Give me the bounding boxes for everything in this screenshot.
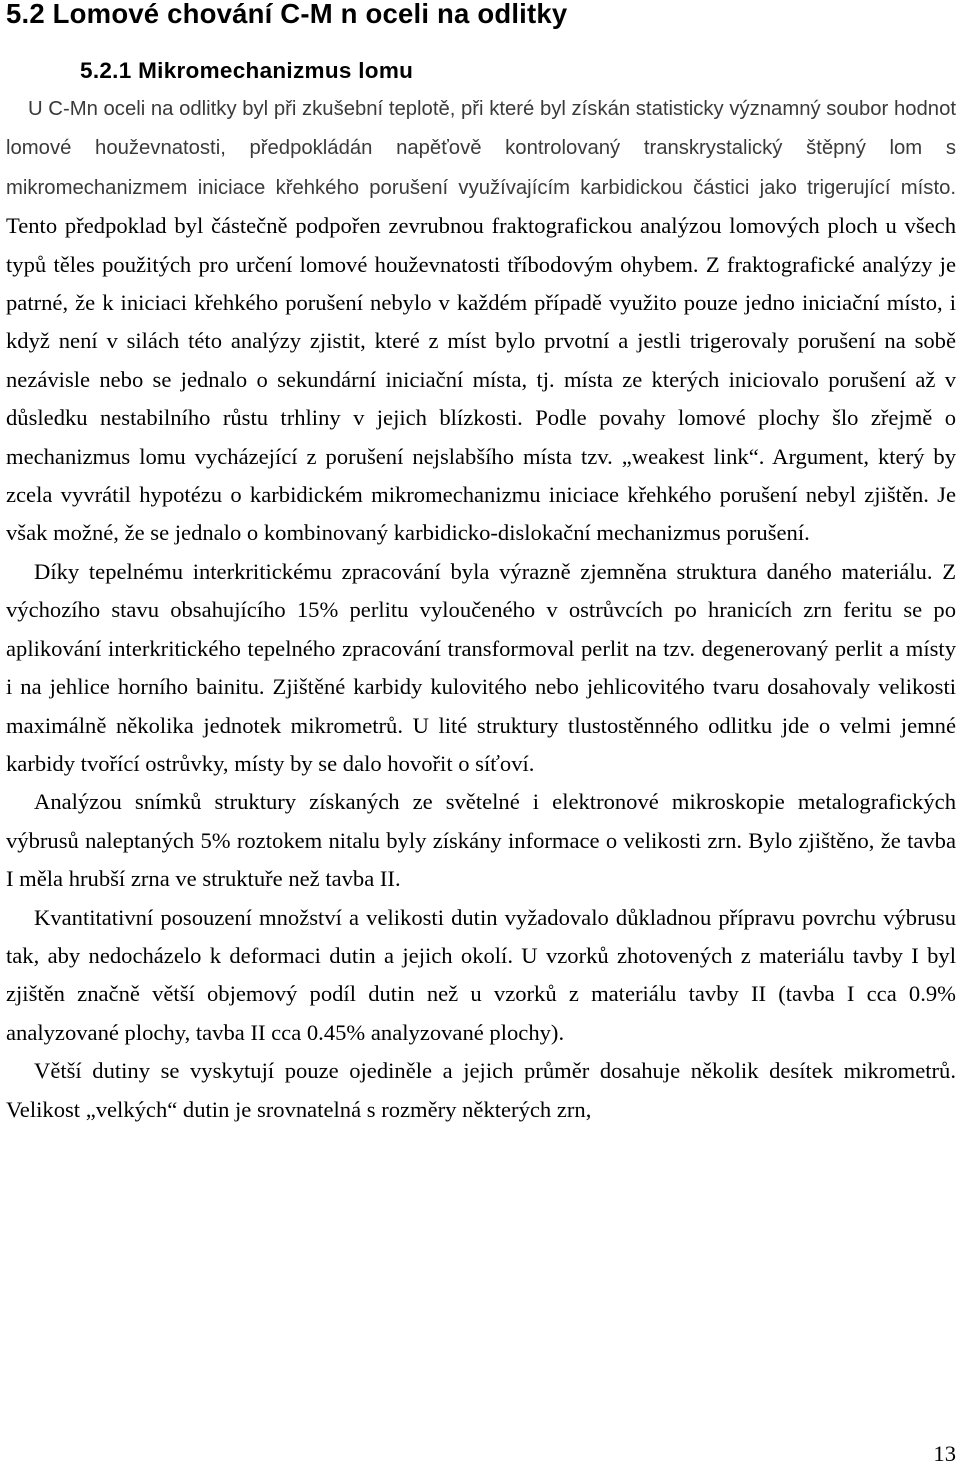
paragraph-1-text-cont: Z fraktografické analýzy je patrné, že k iniciaci křehkého porušení nebylo v každém případě využito pouze jedno iniciační místo, i když není v silách této analýzy zjistit, které z míst bylo prvotní a jestli trigerovaly porušení na sobě nezávisle nebo se jednalo o sekundární iniciační místa, tj. místa ze kterých iniciovalo porušení až v důsledku nestabilního růstu trhliny v jejich blízkosti. Podle povahy lomové plochy šlo zřejmě o mechanizmus lomu vycházející z porušení nejslabšího místa tzv. „weakest link“. Argument, který by zcela vyvrátil hypotézu o karbidickém mikromechanizmu iniciace křehkého porušení nebyl zjištěn. Je však možné, že se jednalo o kombinovaný karbidicko-dislokační mechanizmus porušení. <box>6 251 956 546</box>
paragraph-2: Díky tepelnému interkritickému zpracování byla výrazně zjemněna struktura daného materiálu. Z výchozího stavu obsahujícího 15% perlitu vyloučeného v ostrůvcích po hranicích zrn feritu se po aplikování interkritického tepelného zpracování transformoval perlit na tzv. degenerovaný perlit a místy i na jehlice horního bainitu. Zjištěné karbidy kulovitého nebo jehlicovitého tvaru dosahovaly velikosti maximálně několika jednotek mikrometrů. U lité struktury tlustostěnného odlitku jde o velmi jemné karbidy tvořící ostrůvky, místy by se dalo hovořit o síťoví. <box>6 558 956 776</box>
document-page <box>6 0 956 1129</box>
section-heading: 5.2 Lomové chování C-M n oceli na odlitky <box>6 0 568 29</box>
paragraph-1 <box>6 89 956 553</box>
paragraph-1-text: Tento předpoklad byl částečně podpořen zevrubnou fraktografickou analýzou lomových ploch u všech typů těles použitých pro určení lomové houževnatosti tříbodovým ohybem. <box>6 213 956 277</box>
paragraph-4: Kvantitativní posouzení množství a velikosti dutin vyžadovalo důkladnou přípravu povrchu výbrusu tak, aby nedocházelo k deformaci dutin a jejich okolí. U vzorků zhotovených z materiálu tavby I byl zjištěn značně větší objemový podíl dutin než u vzorků z materiálu tavby II (tavba I cca 0.9% analyzované plochy, tavba II cca 0.45% analyzované plochy). <box>6 904 956 1045</box>
document-body <box>6 89 956 1129</box>
paragraph-5: Větší dutiny se vyskytují pouze ojediněle a jejich průměr dosahuje několik desítek mikrometrů. Velikost „velkých“ dutin je srovnatelná s rozměry některých zrn, <box>6 1058 956 1122</box>
paragraph-1-intro: U C-Mn oceli na odlitky byl při zkušební teplotě, při které byl získán statisticky významný soubor hodnot lomové houževnatosti, předpokládán napěťově kontrolovaný transkrystalický štěpný lom s mikromechanizmem iniciace křehkého porušení využívajícím karbidickou částici jako trigerující místo. <box>6 98 956 199</box>
paragraph-3: Analýzou snímků struktury získaných ze světelné i elektronové mikroskopie metalografických výbrusů naleptaných 5% roztokem nitalu byly získány informace o velikosti zrn. Bylo zjištěno, že tavba I měla hrubší zrna ve struktuře než tavba II. <box>6 789 956 892</box>
page-number: 13 <box>933 1441 956 1466</box>
subsection-heading: 5.2.1 Mikromechanizmus lomu <box>80 58 414 83</box>
